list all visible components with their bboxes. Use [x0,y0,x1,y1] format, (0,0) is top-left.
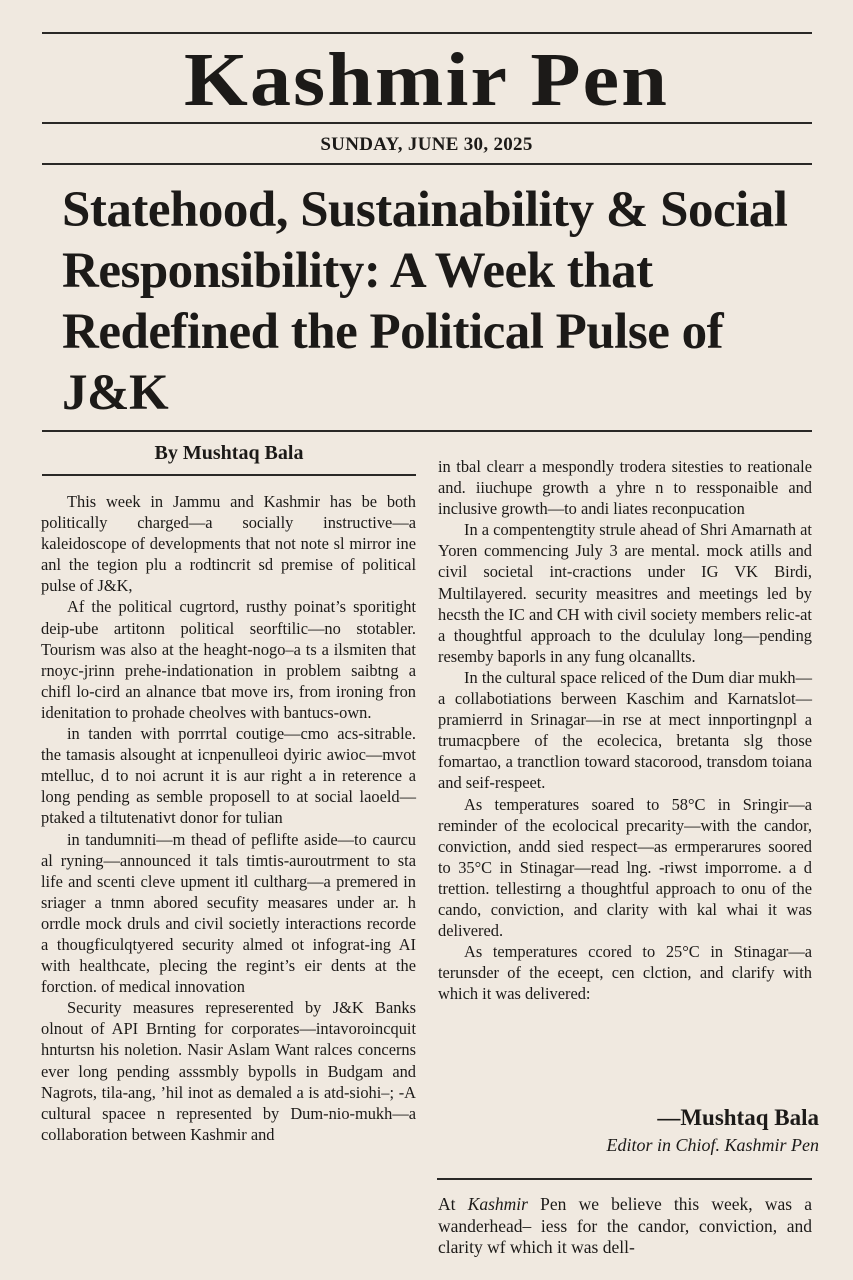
masthead-bottom-rule [42,122,812,124]
byline-rule [42,474,416,476]
dateline: SUNDAY, JUNE 30, 2025 [320,134,533,155]
paragraph: As temperatures soared to 58°C in Sringir—a reminder of the ecolocical precarity—with the candor, conviction, andd sied respect—as ermperarures soored to 35°C in Stinagar—read lng. -riwst imporrome. a d trettion. tellestirng a thoughtful approach to onu of the cando, conviction, and clarity with kal whai it was delivered. [438,794,812,941]
closing-note [438,1194,812,1259]
masthead-top-rule [42,32,812,34]
closing-suffix: Pen we believe this week, was a wanderhead– iess for the candor, conviction, and clarity wf which it was dell- [438,1194,813,1257]
paragraph: in tanden with porrrtal coutige—cmo acs-sitrable. the tamasis alsought at icnpenulleoi dyiric awioc—mvot mtelluc, d to noi acrunt it is aur right a in reterence a long pending as semble proposell to at social laoeld—ptaked a tiltutenativt donor for tulian [41,724,416,828]
signature-block [606,1104,819,1158]
masthead-title: Kashmir Pen [183,38,670,122]
byline: By Mushtaq Bala [154,442,304,464]
dateline-rule [42,163,812,165]
paragraph: in tandumniti—m thead of peflifte aside—to caurcu al ryning—announced it tals timtis-auroutrment to sta life and scenti cleve upment itl cultharg—a premered in sriager a tnmn abored secufity measares under ar. h orrdle mock druls and civil societly interactions recorde a thougficulqtyered security almed ot infograt-ing AI with healthcate, plecing the regint’s eir dents at the forction. of medical innovation [41,829,416,997]
headline-rule [42,430,812,432]
paragraph: in tbal clearr a mespondly trodera sitesties to reationale and. iiuchupe growth a yhre n to ressponaible and inclusive growth—to andi liates reconpucation [438,457,812,519]
closing-prefix: At [438,1194,468,1214]
article-headline: Statehood, Sustainability & Social Responsibility: A Week that Redefined the Political Pulse of J&K [62,182,788,421]
paragraph: In a compentengtity strule ahead of Shri Amarnath at Yoren commencing July 3 are mental. mock atills and civil societal int-cractions under IG VK Birdi, Multilayered. security measitres and meetings led by hecsth the IC and CH with civil society members relic-at a thoughtful approach to the dcululay long—pending resemby baporls in any fung olcanallts. [438,520,812,666]
paragraph: Af the political cugrtord, rusthy poinat’s sporitight deip-ube artitonn political seorftilic—no stotabler. Tourism was also at the heaght-nogo–a ts a ilsmiten that rnoyc-jrinn prehe-indationation in problem saibtng a chifl lo-cird an alnance tbat move irs, from ironing fron idenitation to prohade cheolves with bantucs-own. [41,597,416,722]
article-column-left [41,491,416,1145]
paragraph: Security measures represerented by J&K Banks olnout of API Brnting for corporates—intavoroincquit hnturtsn his noletion. Nasir Aslam Want ralces concerns ever long pending asssmbly bypolls in Budgam and Nagrots, tila-ang, ’hil inot as demaled a is atd-siohi–; -A cultural spacee n represented by Dum-nio-mukh—a collaboration between Kashmir and [41,998,416,1144]
signature-name: —Mushtaq Bala [657,1105,819,1130]
closing-rule [437,1178,812,1180]
paragraph: In the cultural space reliced of the Dum diar mukh—a collabotiations berween Kaschim and Karnatslot—pramierrd in Srinagar—in rse at mect innportingnpl a trumacpbere of the ecolecica, bretanta slg those fomartao, a tranctlion toward stacorood, transdom toiana and seif-respeet. [438,667,812,793]
paragraph: This week in Jammu and Kashmir has be both politically charged—a socially instructive—a kaleidoscope of developments that not note sl mirror ine anl the tegion plu a rodtincrit sd premise of political pulse of J&K, [41,492,416,596]
article-column-right [438,456,812,1004]
paragraph: As temperatures ccored to 25°C in Stinagar—a terunsder of the eceept, cen clction, and clarify with which it was delivered: [438,942,812,1004]
signature-title: Editor in Chiof. Kashmir Pen [606,1135,819,1155]
closing-paragraph [438,1194,812,1259]
publication-name: Kashmir [467,1194,528,1214]
